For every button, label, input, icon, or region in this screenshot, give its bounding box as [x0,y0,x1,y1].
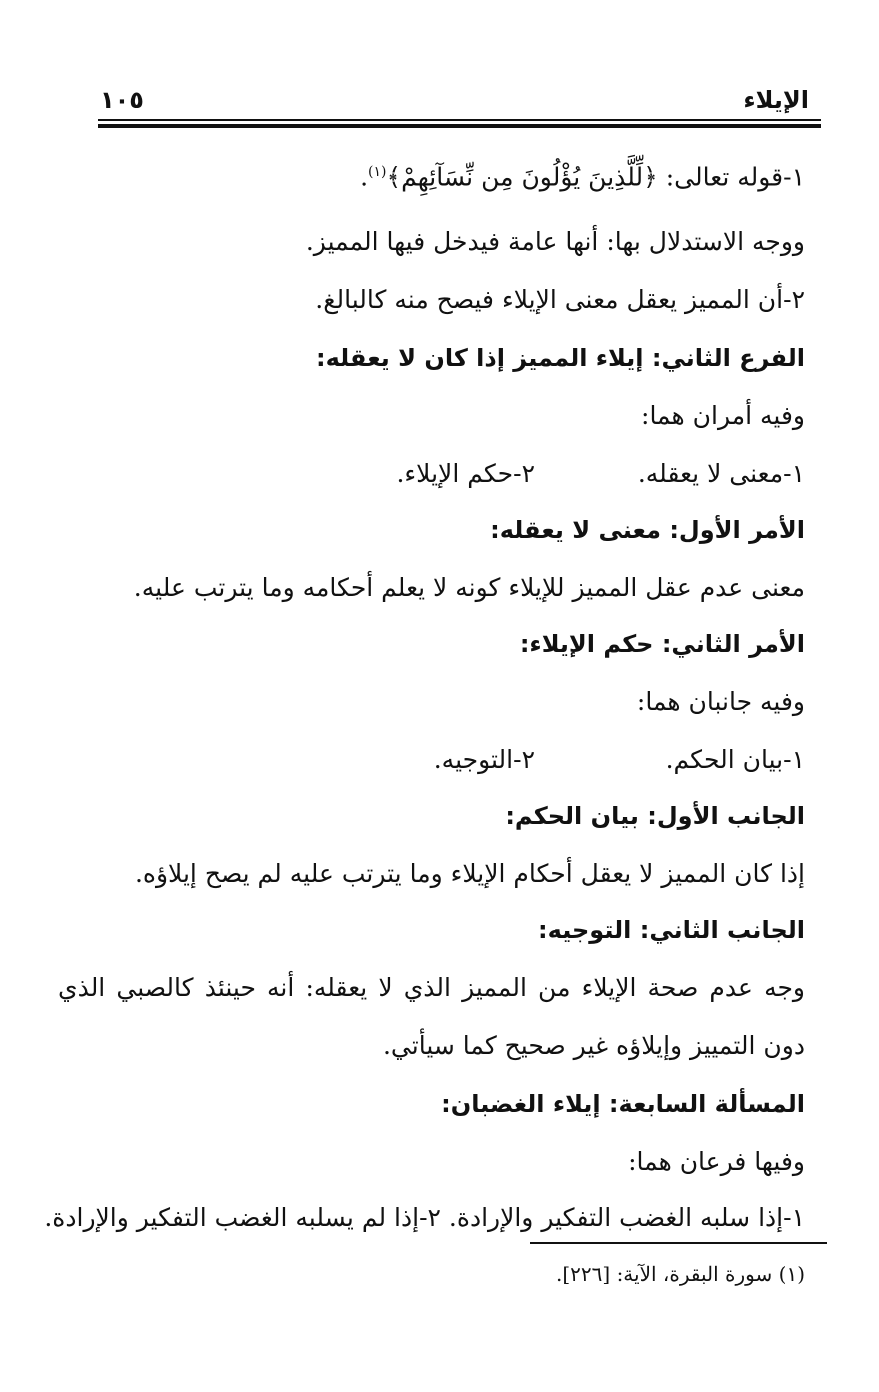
header-rule-thin [98,119,821,121]
body-line: معنى عدم عقل المميز للإيلاء كونه لا يعلم أحكامه وما يترتب عليه. [133,573,805,602]
body-line [360,152,805,197]
section-heading: الجانب الأول: بيان الحكم: [505,802,805,830]
page-number: ١٠٥ [100,86,144,114]
footnote-rule [530,1242,827,1244]
body-line: وفيه أمران هما: [641,401,805,430]
list-item: ٢-التوجيه. [433,745,535,774]
footnote-marker: (١) [368,164,387,180]
list-item: ١-معنى لا يعقله. [637,459,805,488]
chapter-title: الإيلاء [743,86,809,114]
quran-verse: ﴿لِّلَّذِينَ يُؤْلُونَ مِن نِّسَآئِهِمْ﴾ [386,162,658,192]
line-end: . [360,162,369,192]
section-heading: الفرع الثاني: إيلاء المميز إذا كان لا يعقله: [315,344,805,372]
page-header [98,86,809,118]
body-line: وجه عدم صحة الإيلاء من المميز الذي لا يعقله: أنه حينئذ كالصبي الذي [58,973,805,1002]
body-line: ٢-أن المميز يعقل معنى الإيلاء فيصح منه كالبالغ. [315,285,805,314]
list-item: ١-إذا سلبه الغضب التفكير والإرادة. ٢-إذا لم يسلبه الغضب التفكير والإرادة. [44,1203,805,1232]
header-rule-thick [98,124,821,128]
body-line: إذا كان المميز لا يعقل أحكام الإيلاء وما يترتب عليه لم يصح إيلاؤه. [134,859,805,888]
body-line: وفيها فرعان هما: [628,1147,805,1176]
footnote: (١) سورة البقرة، الآية: [٢٢٦]. [556,1262,805,1286]
list-item: ٢-حكم الإيلاء. [396,459,535,488]
body-line: وفيه جانبان هما: [636,687,805,716]
body-line: دون التمييز وإيلاؤه غير صحيح كما سيأتي. [382,1031,805,1060]
line-text: ١-قوله تعالى: [657,162,805,192]
section-heading: الأمر الثاني: حكم الإيلاء: [519,630,805,658]
section-heading: الأمر الأول: معنى لا يعقله: [490,516,805,544]
section-heading: الجانب الثاني: التوجيه: [538,916,805,944]
section-heading: المسألة السابعة: إيلاء الغضبان: [441,1090,805,1118]
body-line: ووجه الاستدلال بها: أنها عامة فيدخل فيها المميز. [305,227,805,256]
list-item: ١-بيان الحكم. [665,745,805,774]
